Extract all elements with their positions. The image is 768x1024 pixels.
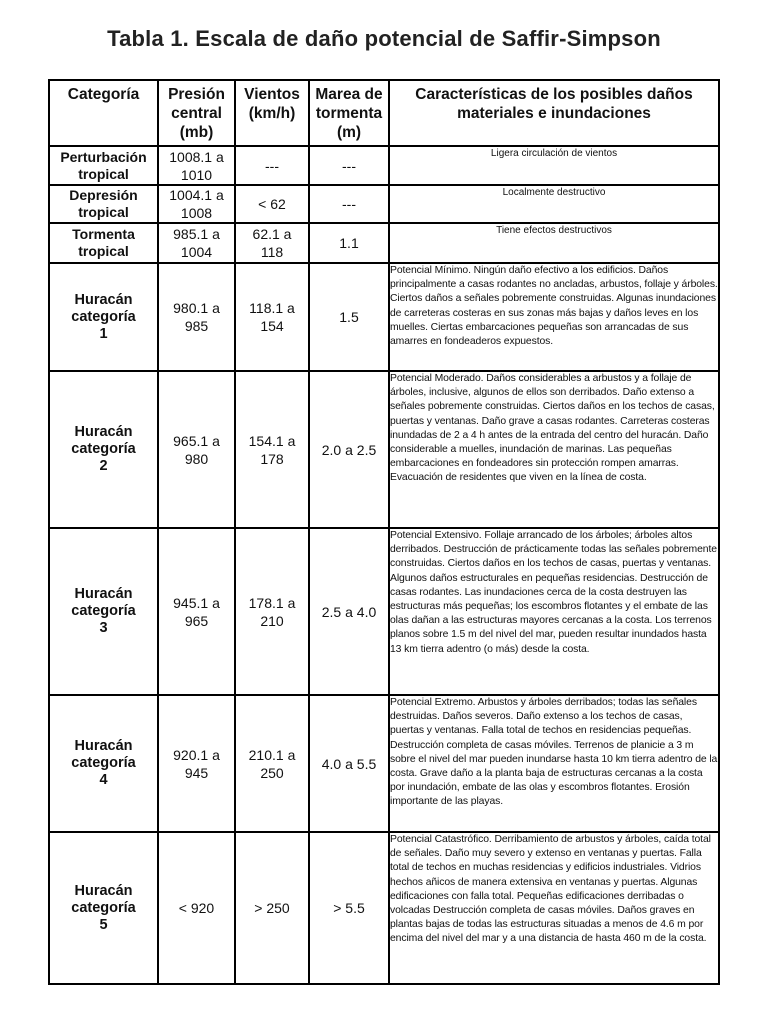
category-cell: Huracán categoría 2 xyxy=(49,371,158,528)
table-row xyxy=(49,223,719,263)
category-cell: Depresión tropical xyxy=(49,185,158,223)
wind-cell: 154.1 a 178 xyxy=(235,371,309,528)
category-cell: Huracán categoría 3 xyxy=(49,528,158,695)
description-cell: Ligera circulación de vientos xyxy=(389,146,719,185)
wind-cell: 62.1 a 118 xyxy=(235,223,309,263)
category-cell: Perturbación tropical xyxy=(49,146,158,185)
description-cell: Localmente destructivo xyxy=(389,185,719,223)
description-cell: Potencial Extremo. Arbustos y árboles derribados; todas las señales destruidas. Daños severos. Daño extenso a los techos de casas, puertas y ventanas. Falla total de techos en residencias pequeñas. Destrucción completa de casas móviles. Terrenos de planicie a 3 m sobre el nivel del mar pueden inundarse hasta 10 km tierra adentro de la costa. Grave daño a la planta baja de estructuras cercanas a la costa por inundación, embate de las olas y escombros flotantes. Erosión importante de las playas. xyxy=(389,695,719,832)
header-presion: Presión central (mb) xyxy=(158,80,235,146)
description-cell: Potencial Mínimo. Ningún daño efectivo a los edificios. Daños principalmente a casas rodantes no ancladas, arbustos, follaje y árboles. Ciertos daños a señales pobremente construidas. Algunas inundaciones de carreteras costeras en sus zonas más bajas y daños leves en los muelles. Ciertas embarcaciones pequeñas son arrancadas de sus amarres en fondeaderos expuestos. xyxy=(389,263,719,371)
wind-cell: < 62 xyxy=(235,185,309,223)
table-row xyxy=(49,528,719,695)
pressure-cell: 985.1 a 1004 xyxy=(158,223,235,263)
wind-cell: 210.1 a 250 xyxy=(235,695,309,832)
surge-cell: 2.5 a 4.0 xyxy=(309,528,389,695)
category-cell: Huracán categoría 5 xyxy=(49,832,158,984)
wind-cell: 118.1 a 154 xyxy=(235,263,309,371)
header-categoria: Categoría xyxy=(49,80,158,146)
table-row xyxy=(49,371,719,528)
table-row xyxy=(49,146,719,185)
pressure-cell: 965.1 a 980 xyxy=(158,371,235,528)
description-cell: Tiene efectos destructivos xyxy=(389,223,719,263)
pressure-cell: 920.1 a 945 xyxy=(158,695,235,832)
pressure-cell: 1004.1 a 1008 xyxy=(158,185,235,223)
wind-cell: 178.1 a 210 xyxy=(235,528,309,695)
description-cell: Potencial Extensivo. Follaje arrancado de los árboles; árboles altos derribados. Destrucción de prácticamente todas las señales pobremente construidas. Ciertos daños en los techos de casas, puertas y ventanas. Algunos daños estructurales en pequeñas residencias. Destrucción de casas rodantes. Las inundaciones cerca de la costa destruyen las estructuras más pequeñas; los escombros flotantes y el embate de las olas dañan a las estructuras mayores cercanas a la costa. Los terrenos planos sobre 1.5 m del nivel del mar, pueden resultar inundados hasta 13 km tierra adentro (o más) desde la costa. xyxy=(389,528,719,695)
category-cell: Huracán categoría 1 xyxy=(49,263,158,371)
table-row xyxy=(49,185,719,223)
header-caracteristicas: Características de los posibles daños materiales e inundaciones xyxy=(389,80,719,146)
page-title: Tabla 1. Escala de daño potencial de Saffir-Simpson xyxy=(107,26,661,51)
pressure-cell: 980.1 a 985 xyxy=(158,263,235,371)
description-cell: Potencial Moderado. Daños considerables a arbustos y a follaje de árboles, inclusive, algunos de ellos son derribados. Daño extenso a señales pobremente construidas. Ciertos daños en los techos de casas, puertas y ventanas. Daño grave a casas rodantes. Carreteras costeras inundadas de 2 a 4 h antes de la entrada del centro del huracán. Daño considerable a muelles, inundación de marinas. Las pequeñas embarcaciones en fondeadores sin protección rompen amarras. Evacuación de residentes que viven en la línea de costa. xyxy=(389,371,719,528)
header-vientos: Vientos (km/h) xyxy=(235,80,309,146)
wind-cell: > 250 xyxy=(235,832,309,984)
surge-cell: > 5.5 xyxy=(309,832,389,984)
saffir-simpson-table xyxy=(48,79,720,985)
pressure-cell: < 920 xyxy=(158,832,235,984)
wind-cell: --- xyxy=(235,146,309,185)
surge-cell: 1.5 xyxy=(309,263,389,371)
header-row xyxy=(49,80,719,146)
surge-cell: 4.0 a 5.5 xyxy=(309,695,389,832)
table-row xyxy=(49,263,719,371)
pressure-cell: 1008.1 a 1010 xyxy=(158,146,235,185)
surge-cell: --- xyxy=(309,185,389,223)
table-row xyxy=(49,832,719,984)
category-cell: Huracán categoría 4 xyxy=(49,695,158,832)
pressure-cell: 945.1 a 965 xyxy=(158,528,235,695)
description-cell: Potencial Catastrófico. Derribamiento de arbustos y árboles, caída total de señales. Daño muy severo y extenso en ventanas y puertas. Falla total de techos en muchas residencias y edificios industriales. Vidrios hechos añicos de manera extensiva en ventanas y puertas. Algunas edificaciones con falla total. Pequeñas edificaciones derribadas o volcadas Destrucción completa de casas móviles. Daños graves en plantas bajas de todas las estructuras situadas a menos de 4.6 m por encima del nivel del mar y a una distancia de hasta 460 m de la costa. xyxy=(389,832,719,984)
surge-cell: 2.0 a 2.5 xyxy=(309,371,389,528)
surge-cell: --- xyxy=(309,146,389,185)
category-cell: Tormenta tropical xyxy=(49,223,158,263)
surge-cell: 1.1 xyxy=(309,223,389,263)
table-row xyxy=(49,695,719,832)
header-marea: Marea de tormenta (m) xyxy=(309,80,389,146)
